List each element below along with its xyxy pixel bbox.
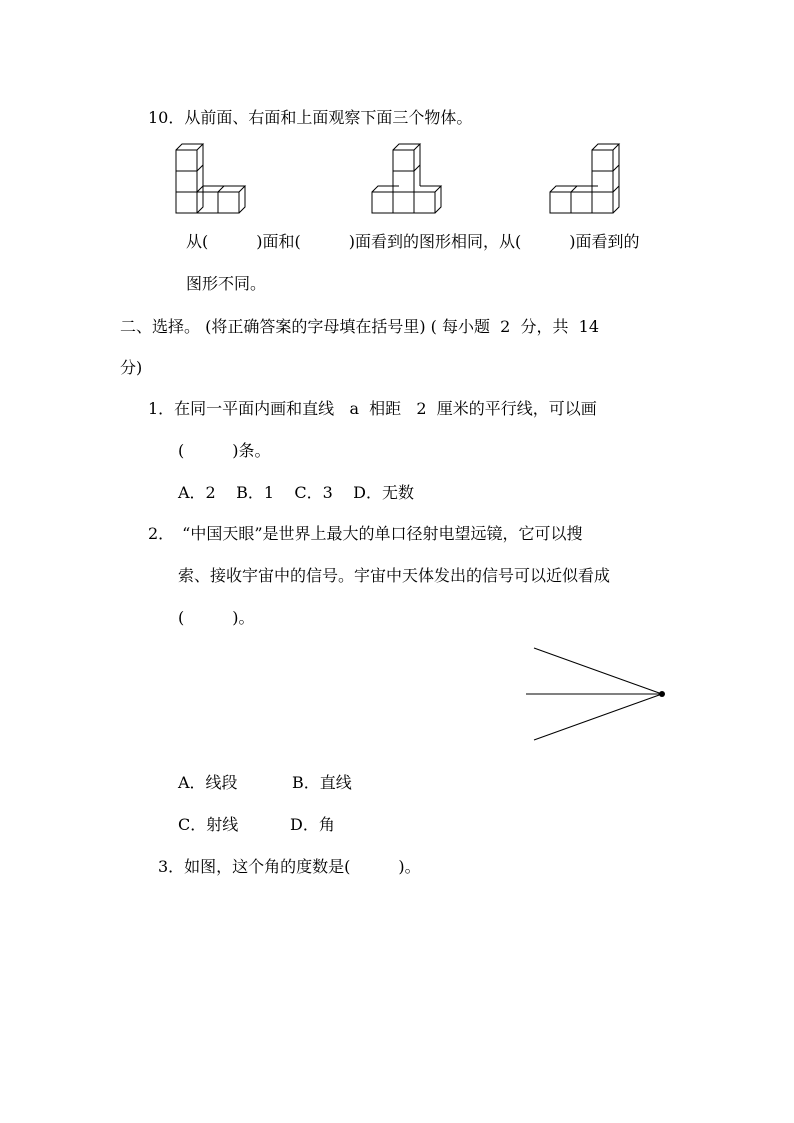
q2-option-c: C．射线 — [178, 815, 239, 834]
section-2-heading-cont: 分) — [120, 358, 143, 377]
cube-figure-3 — [546, 140, 624, 216]
q10-answer-line-2: 图形不同。 — [186, 274, 267, 293]
signal-lines-diagram — [522, 642, 672, 746]
q2-stem-line-3: ( )。 — [178, 608, 255, 627]
q1-options: A．2 B．1 C．3 D．无数 — [178, 483, 414, 502]
q10-prompt: 10．从前面、右面和上面观察下面三个物体。 — [148, 108, 473, 127]
q2-stem-line-2: 索、接收宇宙中的信号。宇宙中天体发出的信号可以近似看成 — [178, 566, 611, 585]
q2-option-a: A．线段 — [178, 773, 238, 792]
q1-stem-line-2: ( )条。 — [178, 441, 271, 460]
q3-stem: 3．如图，这个角的度数是( )。 — [158, 857, 421, 876]
cube-figure-2 — [368, 140, 446, 216]
q1-stem-line-1: 1．在同一平面内画和直线 a 相距 2 厘米的平行线，可以画 — [148, 399, 597, 418]
q10-answer-line-1: 从( )面和( )面看到的图形相同，从( )面看到的 — [186, 232, 640, 251]
section-2-heading: 二、选择。 (将正确答案的字母填在括号里) ( 每小题 2 分，共 14 — [120, 317, 600, 336]
cube-figure-1 — [172, 140, 250, 216]
q2-stem-line-1: 2． “中国天眼”是世界上最大的单口径射电望远镜，它可以搜 — [148, 524, 583, 543]
q2-option-b: B．直线 — [292, 773, 352, 792]
q2-option-d: D．角 — [290, 815, 335, 834]
